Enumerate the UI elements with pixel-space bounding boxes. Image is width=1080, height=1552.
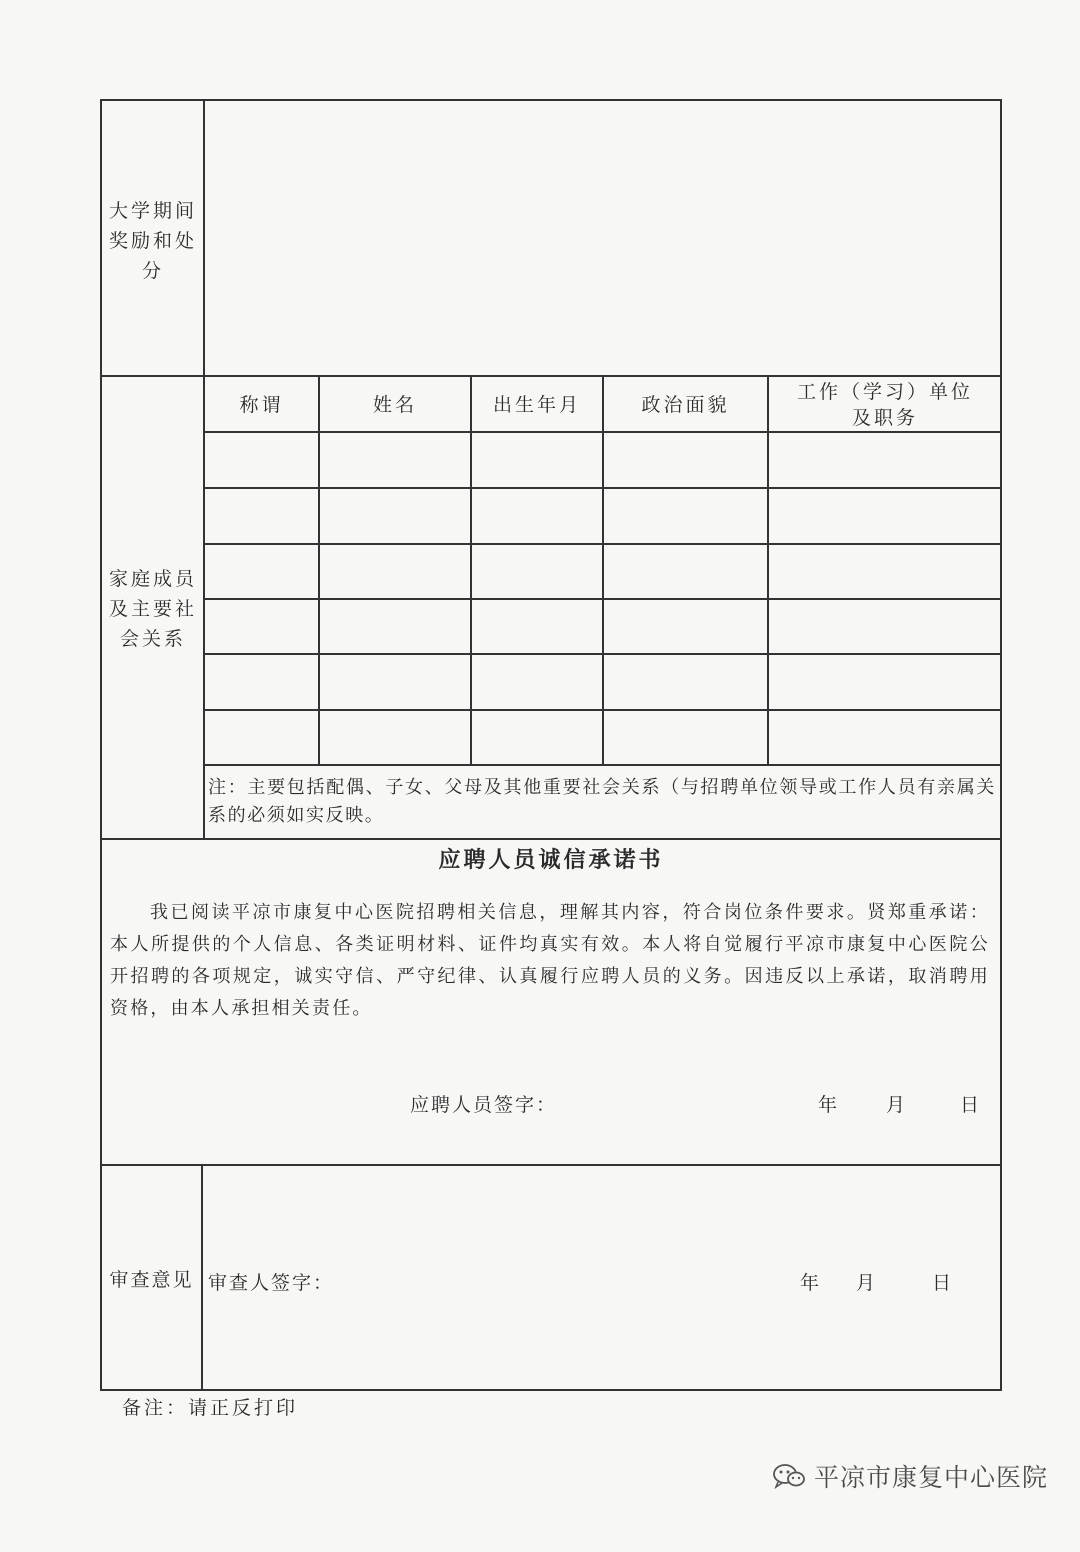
review-date-day: 日 [932, 1272, 952, 1294]
awards-content-cell[interactable] [205, 101, 1000, 375]
review-date-year: 年 [800, 1272, 820, 1294]
column-header-work-unit: 工作（学习）单位及职务 [796, 380, 973, 429]
section-divider-awards [100, 375, 1002, 377]
column-header-name: 姓名 [372, 393, 417, 416]
table-border-right [1000, 99, 1002, 1391]
column-header-political-status: 政治面貌 [641, 393, 730, 416]
reviewer-signature-label: 审查人签字： [208, 1272, 335, 1294]
column-header-relation: 称谓 [239, 393, 284, 416]
family-label: 家庭成员及主要社会关系 [108, 568, 197, 650]
watermark [772, 1458, 1048, 1494]
section-divider-family [100, 838, 1002, 840]
family-note: 注：主要包括配偶、子女、父母及其他重要社会关系（与招聘单位领导或工作人员有亲属关系的必须如实反映。 [208, 777, 996, 826]
section-divider-pledge [100, 1164, 1002, 1166]
table-row[interactable] [205, 600, 1000, 653]
awards-label: 大学期间奖励和处分 [108, 200, 197, 282]
table-row[interactable] [205, 711, 1000, 764]
watermark-text: 平凉市康复中心医院 [813, 1463, 1048, 1492]
table-row[interactable] [205, 655, 1000, 709]
table-border-bottom [100, 1389, 1002, 1391]
table-row[interactable] [205, 489, 1000, 543]
table-border-left [100, 99, 102, 1391]
pledge-title: 应聘人员诚信承诺书 [438, 848, 664, 873]
applicant-signature-field[interactable] [560, 1084, 780, 1120]
reviewer-signature-field[interactable] [330, 1262, 760, 1298]
table-row[interactable] [205, 433, 1000, 487]
applicant-signature-label: 应聘人员签字： [410, 1094, 558, 1116]
wechat-icon [772, 1463, 806, 1489]
print-remark: 备注：请正反打印 [122, 1397, 299, 1419]
review-label: 审查意见 [109, 1269, 194, 1291]
review-column-divider [201, 1164, 203, 1390]
applicant-date-day: 日 [960, 1094, 980, 1116]
pledge-body: 我已阅读平凉市康复中心医院招聘相关信息，理解其内容，符合岗位条件要求。贤郑重承诺：本人所提供的个人信息、各类证明材料、证件均真实有效。本人将自觉履行平凉市康复中心医院公开招聘的各项规定，诚实守信、严守纪律、认真履行应聘人员的义务。因违反以上承诺，取消聘用资格，由本人承担相关责任。 [110, 902, 990, 1019]
review-date-month: 月 [856, 1272, 876, 1294]
table-row[interactable] [205, 545, 1000, 598]
column-header-birth: 出生年月 [492, 393, 581, 416]
applicant-date-month: 月 [886, 1094, 906, 1116]
applicant-date-year: 年 [818, 1094, 838, 1116]
